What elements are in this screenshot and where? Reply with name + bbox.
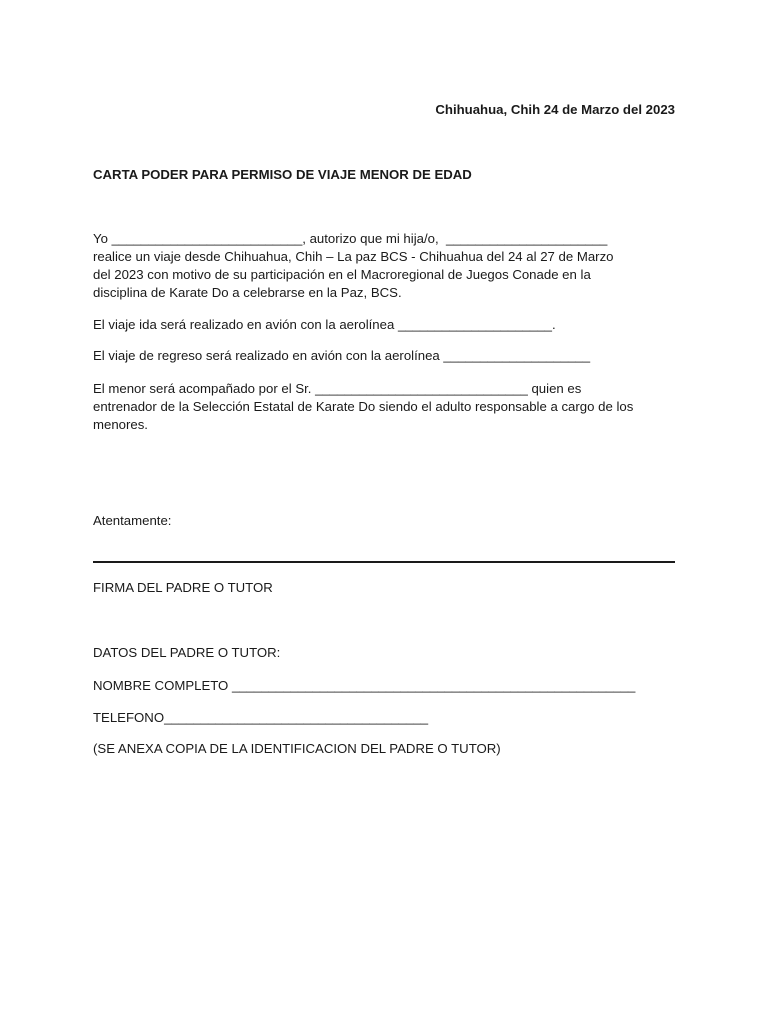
place-date: Chihuahua, Chih 24 de Marzo del 2023 <box>435 102 675 117</box>
escort-line-2: entrenador de la Selección Estatal de Karate Do siendo el adulto responsable a cargo de los <box>93 399 634 414</box>
closing-text: Atentamente: <box>93 513 172 528</box>
signature-label: FIRMA DEL PADRE O TUTOR <box>93 580 273 595</box>
authorization-paragraph <box>93 230 683 302</box>
authorization-line-2: realice un viaje desde Chihuahua, Chih – La paz BCS - Chihuahua del 24 al 27 de Marzo <box>93 249 614 264</box>
escort-paragraph <box>93 380 683 434</box>
authorization-line-3: del 2023 con motivo de su participación en el Macroregional de Juegos Conade en la <box>93 267 591 282</box>
outbound-trip-text: El viaje ida será realizado en avión con la aerolínea _____________________. <box>93 317 556 332</box>
escort-line-1: El menor será acompañado por el Sr. _____________________________ quien es <box>93 381 582 396</box>
full-name-field: NOMBRE COMPLETO _______________________________________________________ <box>93 678 636 693</box>
guardian-data-heading: DATOS DEL PADRE O TUTOR: <box>93 645 281 660</box>
signature-line <box>93 561 675 563</box>
authorization-line-4: disciplina de Karate Do a celebrarse en la Paz, BCS. <box>93 285 402 300</box>
document-title: CARTA PODER PARA PERMISO DE VIAJE MENOR DE EDAD <box>93 167 472 182</box>
return-trip-text: El viaje de regreso será realizado en avión con la aerolínea ____________________ <box>93 348 591 363</box>
attachment-note: (SE ANEXA COPIA DE LA IDENTIFICACION DEL PADRE O TUTOR) <box>93 741 501 756</box>
phone-field: TELEFONO____________________________________ <box>93 710 429 725</box>
escort-line-3: menores. <box>93 417 148 432</box>
authorization-line-1: Yo __________________________, autorizo que mi hija/o, ______________________ <box>93 231 608 246</box>
